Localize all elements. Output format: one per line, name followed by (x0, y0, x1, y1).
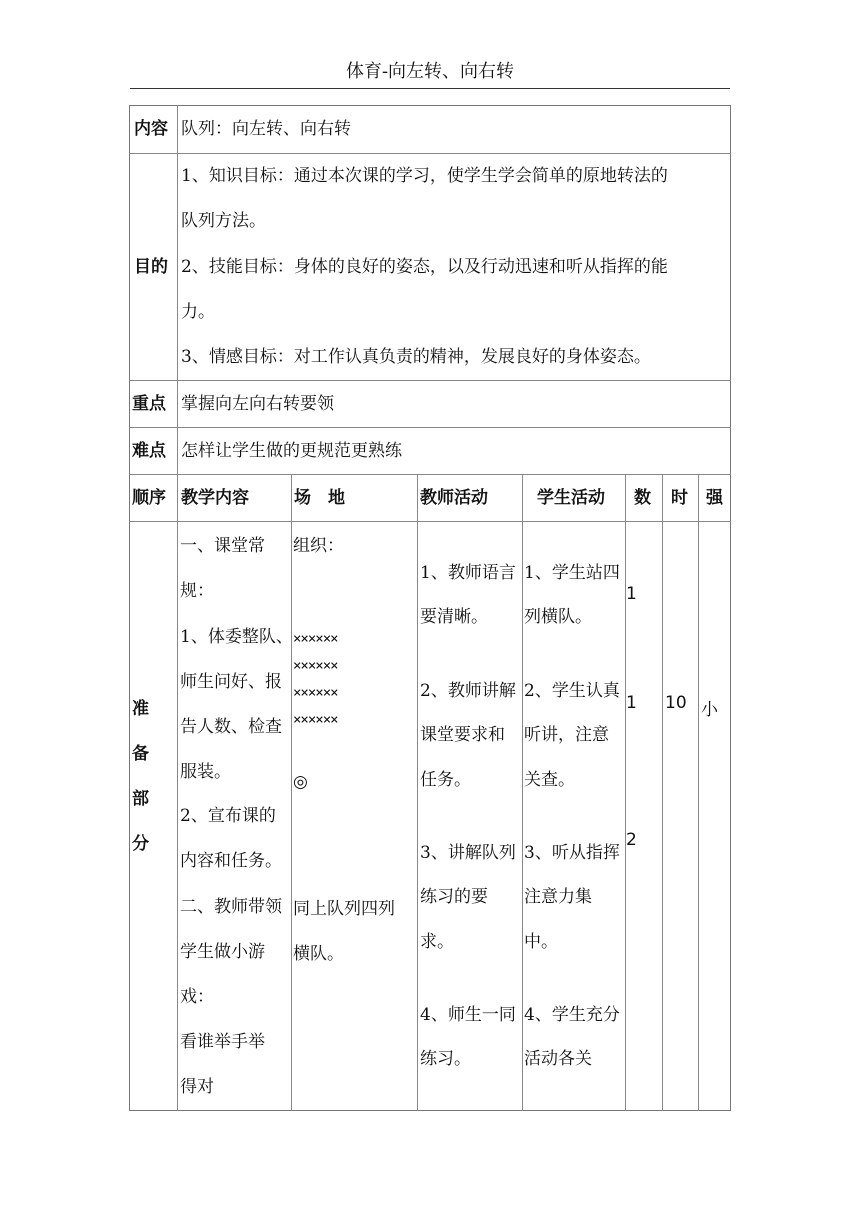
student-activity-line: 听讲，注意 (524, 725, 609, 745)
count-value: 1 (626, 693, 637, 713)
venue-label: 组织： (293, 536, 344, 556)
row-divider (129, 153, 731, 154)
key-point-label: 重点 (132, 394, 166, 414)
column-divider (417, 474, 418, 1111)
column-divider (662, 474, 663, 1111)
key-point-text: 掌握向左向右转要领 (181, 394, 334, 414)
venue-note-line: 横队。 (293, 944, 344, 964)
col-header-count: 数 (634, 488, 651, 508)
col-header-venue: 场 地 (294, 488, 345, 508)
student-activity-line: 1、学生站四 (524, 563, 620, 583)
content-line: 师生问好、报 (180, 672, 282, 692)
student-activity-line: 3、听从指挥 (524, 843, 620, 863)
row-divider (129, 380, 731, 381)
column-divider (698, 474, 699, 1111)
content-line: 2、宣布课的 (180, 806, 276, 826)
student-activity-line: 关查。 (524, 770, 575, 790)
formation-row: ×××××× (293, 685, 338, 701)
purpose-line: 力。 (181, 302, 215, 322)
section-label-char: 部 (132, 789, 149, 809)
content-line: 看谁举手举 (180, 1032, 265, 1052)
teacher-position-icon: ◎ (293, 772, 308, 792)
student-activity-line: 2、学生认真 (524, 681, 620, 701)
student-activity-line: 中。 (524, 932, 558, 952)
teacher-activity-line: 3、讲解队列 (420, 843, 516, 863)
count-value: 2 (626, 830, 637, 850)
content-line: 1、体委整队、 (180, 627, 293, 647)
student-activity-line: 4、学生充分 (524, 1005, 620, 1025)
count-value: 1 (626, 584, 637, 604)
column-divider (522, 474, 523, 1111)
header-rule (130, 88, 730, 89)
section-label-char: 备 (132, 744, 149, 764)
content-text: 队列：向左转、向右转 (181, 119, 351, 139)
col-header-intensity: 强 (706, 488, 723, 508)
content-line: 内容和任务。 (180, 851, 282, 871)
content-line: 服装。 (180, 762, 231, 782)
student-activity-line: 列横队。 (524, 607, 592, 627)
section-label-char: 分 (132, 834, 149, 854)
col-header-teacher: 教师活动 (420, 488, 488, 508)
column-divider (177, 474, 178, 1111)
formation-row: ×××××× (293, 631, 338, 647)
difficulty-text: 怎样让学生做的更规范更熟练 (181, 441, 402, 461)
purpose-line: 1、知识目标：通过本次课的学习，使学生学会简单的原地转法的 (181, 166, 668, 186)
teacher-activity-line: 课堂要求和 (420, 725, 505, 745)
row-divider (129, 474, 731, 475)
row-divider (129, 427, 731, 428)
intensity-value: 小 (701, 700, 718, 720)
purpose-line: 3、情感目标：对工作认真负责的精神，发展良好的身体姿态。 (181, 347, 651, 367)
col-header-order: 顺序 (132, 488, 166, 508)
teacher-activity-line: 要清晰。 (420, 607, 488, 627)
section-label-char: 准 (132, 699, 149, 719)
teacher-activity-line: 求。 (420, 932, 454, 952)
teacher-activity-line: 2、教师讲解 (420, 681, 516, 701)
student-activity-line: 活动各关 (524, 1049, 592, 1069)
column-divider (625, 474, 626, 1111)
content-label: 内容 (134, 119, 168, 139)
teacher-activity-line: 任务。 (420, 770, 471, 790)
purpose-label: 目的 (134, 257, 168, 277)
teacher-activity-line: 练习。 (420, 1049, 471, 1069)
col-header-content: 教学内容 (181, 488, 249, 508)
content-line: 规： (180, 581, 214, 601)
content-line: 一、课堂常 (180, 536, 265, 556)
formation-row: ×××××× (293, 712, 338, 728)
difficulty-label: 难点 (132, 441, 166, 461)
content-line: 戏： (180, 987, 214, 1007)
row-divider (129, 521, 731, 522)
student-activity-line: 注意力集 (524, 887, 592, 907)
col-header-student: 学生活动 (537, 488, 605, 508)
col-header-time: 时 (671, 488, 688, 508)
page-title: 体育-向左转、向右转 (345, 61, 515, 82)
time-value: 10 (665, 693, 687, 713)
teacher-activity-line: 1、教师语言 (420, 563, 516, 583)
teacher-activity-line: 4、师生一同 (420, 1005, 516, 1025)
purpose-line: 队列方法。 (181, 211, 266, 231)
venue-note-line: 同上队列四列 (293, 899, 395, 919)
column-divider (177, 105, 178, 521)
purpose-line: 2、技能目标：身体的良好的姿态，以及行动迅速和听从指挥的能 (181, 257, 668, 277)
content-line: 告人数、检查 (180, 717, 282, 737)
teacher-activity-line: 练习的要 (420, 887, 488, 907)
column-divider (291, 474, 292, 1111)
content-line: 二、教师带领 (180, 897, 282, 917)
content-line: 学生做小游 (180, 942, 265, 962)
formation-row: ×××××× (293, 658, 338, 674)
content-line: 得对 (180, 1077, 214, 1097)
